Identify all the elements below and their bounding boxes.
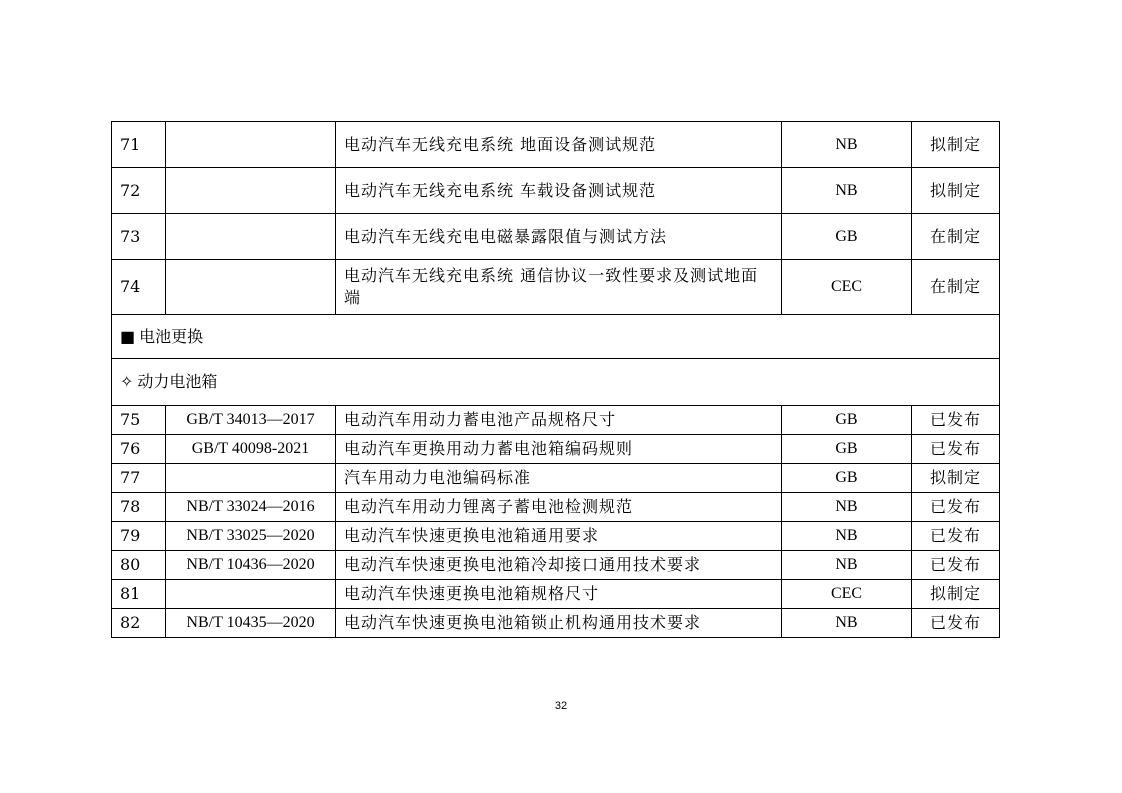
standard-status: 在制定 <box>912 260 1000 315</box>
row-number: 77 <box>112 464 166 493</box>
table-row <box>112 580 1000 609</box>
standard-name: 电动汽车无线充电系统 车载设备测试规范 <box>336 168 782 214</box>
standard-type: NB <box>782 551 912 580</box>
standard-type: NB <box>782 122 912 168</box>
table-row <box>112 551 1000 580</box>
standard-code <box>166 464 336 493</box>
diamond-star-icon: ✧ <box>120 372 134 391</box>
standard-status: 拟制定 <box>912 580 1000 609</box>
table-row <box>112 493 1000 522</box>
row-number: 81 <box>112 580 166 609</box>
standards-table <box>111 121 1000 638</box>
square-bullet-icon: ■ <box>120 326 136 346</box>
standard-type: NB <box>782 522 912 551</box>
standard-status: 已发布 <box>912 406 1000 435</box>
standard-type: GB <box>782 406 912 435</box>
table-row <box>112 406 1000 435</box>
standard-code <box>166 260 336 315</box>
standard-status: 拟制定 <box>912 168 1000 214</box>
row-number: 74 <box>112 260 166 315</box>
table-row <box>112 214 1000 260</box>
section-row <box>112 315 1000 359</box>
standard-code <box>166 168 336 214</box>
standard-name: 电动汽车快速更换电池箱锁止机构通用技术要求 <box>336 609 782 638</box>
row-number: 73 <box>112 214 166 260</box>
row-number: 78 <box>112 493 166 522</box>
standard-status: 已发布 <box>912 435 1000 464</box>
table-row <box>112 260 1000 315</box>
table-row <box>112 168 1000 214</box>
section-title: 电池更换 <box>139 326 204 346</box>
table-row <box>112 522 1000 551</box>
standard-status: 已发布 <box>912 551 1000 580</box>
standard-code: GB/T 40098-2021 <box>166 435 336 464</box>
standard-name: 汽车用动力电池编码标准 <box>336 464 782 493</box>
standard-code: GB/T 34013—2017 <box>166 406 336 435</box>
standard-name: 电动汽车更换用动力蓄电池箱编码规则 <box>336 435 782 464</box>
row-number: 75 <box>112 406 166 435</box>
standard-code <box>166 122 336 168</box>
standard-code <box>166 214 336 260</box>
standard-status: 已发布 <box>912 522 1000 551</box>
standard-name: 电动汽车无线充电系统 地面设备测试规范 <box>336 122 782 168</box>
standard-name: 电动汽车快速更换电池箱冷却接口通用技术要求 <box>336 551 782 580</box>
table-row <box>112 464 1000 493</box>
standard-status: 拟制定 <box>912 464 1000 493</box>
subsection-heading-battery-box <box>112 359 1000 406</box>
standard-code: NB/T 33025—2020 <box>166 522 336 551</box>
standard-status: 已发布 <box>912 609 1000 638</box>
standard-type: GB <box>782 464 912 493</box>
subsection-row <box>112 359 1000 406</box>
page-number: 32 <box>554 700 568 712</box>
row-number: 71 <box>112 122 166 168</box>
standard-type: NB <box>782 609 912 638</box>
standard-name: 电动汽车用动力锂离子蓄电池检测规范 <box>336 493 782 522</box>
row-number: 82 <box>112 609 166 638</box>
subsection-title: 动力电池箱 <box>137 372 218 391</box>
table-row <box>112 122 1000 168</box>
standard-status: 在制定 <box>912 214 1000 260</box>
standard-type: CEC <box>782 580 912 609</box>
row-number: 79 <box>112 522 166 551</box>
standards-table-body <box>112 122 1000 638</box>
standard-name: 电动汽车用动力蓄电池产品规格尺寸 <box>336 406 782 435</box>
standard-status: 已发布 <box>912 493 1000 522</box>
standard-status: 拟制定 <box>912 122 1000 168</box>
row-number: 80 <box>112 551 166 580</box>
table-row <box>112 435 1000 464</box>
standard-name: 电动汽车快速更换电池箱规格尺寸 <box>336 580 782 609</box>
standard-code: NB/T 10435—2020 <box>166 609 336 638</box>
standard-name: 电动汽车无线充电电磁暴露限值与测试方法 <box>336 214 782 260</box>
standard-type: GB <box>782 214 912 260</box>
row-number: 76 <box>112 435 166 464</box>
standard-code: NB/T 33024—2016 <box>166 493 336 522</box>
standard-name: 电动汽车快速更换电池箱通用要求 <box>336 522 782 551</box>
standard-type: NB <box>782 168 912 214</box>
standard-code <box>166 580 336 609</box>
standard-type: CEC <box>782 260 912 315</box>
standard-type: GB <box>782 435 912 464</box>
standard-type: NB <box>782 493 912 522</box>
standard-name: 电动汽车无线充电系统 通信协议一致性要求及测试地面端 <box>336 260 782 315</box>
section-heading-battery-swap <box>112 315 1000 359</box>
table-row <box>112 609 1000 638</box>
row-number: 72 <box>112 168 166 214</box>
standard-code: NB/T 10436—2020 <box>166 551 336 580</box>
